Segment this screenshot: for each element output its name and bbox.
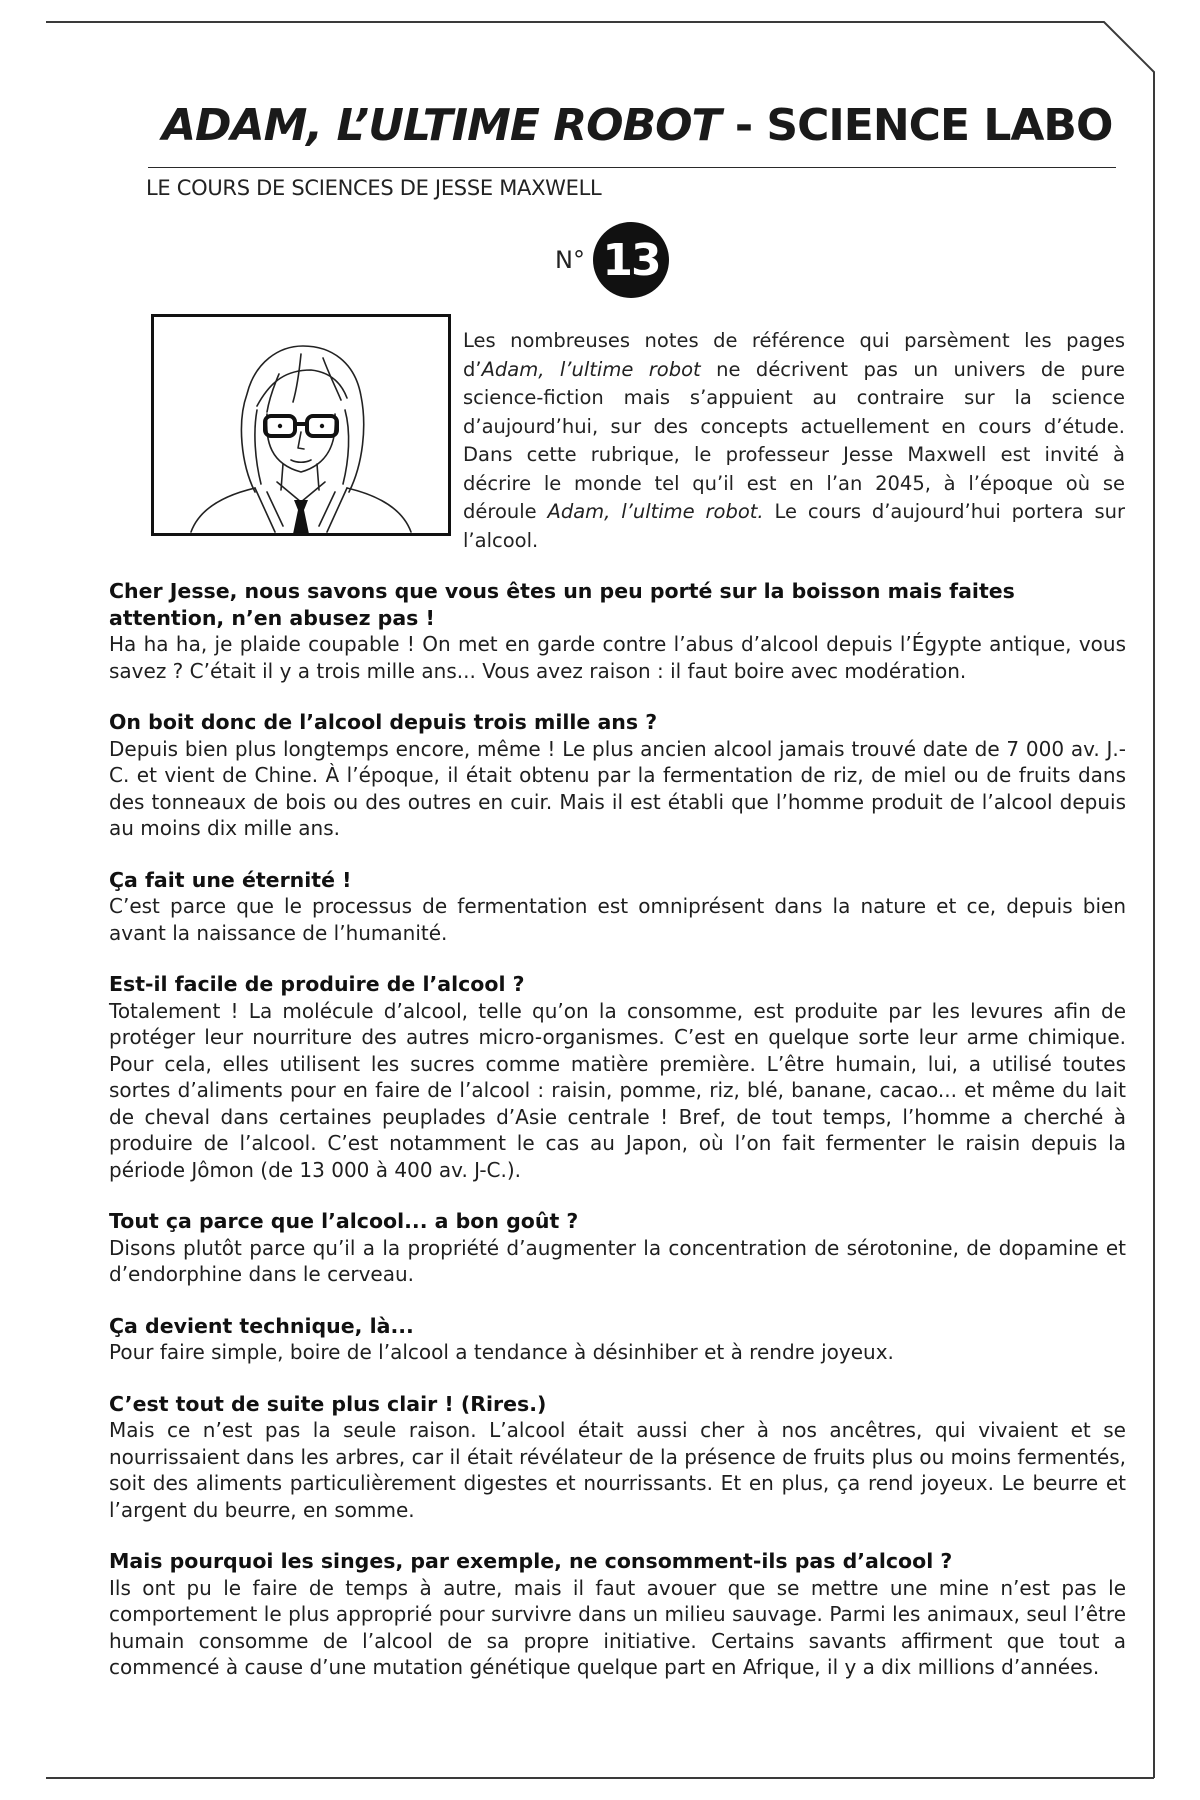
issue-number: [555, 222, 669, 298]
qa-block: [109, 1548, 1126, 1681]
question: Ça fait une éternité !: [109, 867, 352, 892]
jesse-maxwell-portrait: [151, 314, 451, 536]
intro-title-ref-2: Adam, l’ultime robot.: [547, 500, 764, 523]
question: C’est tout de suite plus clair ! (Rires.): [109, 1391, 547, 1416]
intro-paragraph: [463, 327, 1125, 555]
answer: C’est parce que le processus de fermentation est omniprésent dans la nature et ce, depuis bien avant la naissance de l’humanité.: [109, 894, 1126, 945]
qa-block: [109, 578, 1126, 684]
intro-title-ref-1: Adam, l’ultime robot: [481, 357, 701, 381]
question: Est-il facile de produire de l’alcool ?: [109, 972, 525, 996]
interview: [109, 578, 1126, 1706]
question: Ça devient technique, là...: [109, 1313, 414, 1338]
intro-text-2: ne décrivent pas un univers de pure science-fiction mais s’appuient au contraire sur la science d’aujourd’hui, sur des concepts actuellement en cours d’étude. Dans cette rubrique, le professeur Jesse Maxwell est invité à décrire le monde tel qu’il est en l’an 2045, à l’époque où se déroule: [463, 357, 1125, 523]
qa-block: [109, 1391, 1126, 1524]
answer: Ils ont pu le faire de temps à autre, mais il faut avouer que se mettre une mine n’est pas le comportement le plus approprié pour survivre dans un milieu sauvage. Parmi les animaux, seul l’être humain consomme de l’alcool de sa propre initiative. Certains savants affirment que tout a commencé à cause d’une mutation génétique quelque part en Afrique, il y a dix millions d’années.: [109, 1575, 1126, 1679]
page-title: [162, 96, 1112, 156]
intro-text-3: Le cours d’aujourd’hui portera sur l’alcool.: [463, 500, 1125, 552]
qa-block: [109, 867, 1126, 947]
page-subtitle: LE COURS DE SCIENCES DE JESSE MAXWELL: [146, 176, 602, 200]
answer: Pour faire simple, boire de l’alcool a tendance à désinhiber et à rendre joyeux.: [109, 1340, 894, 1364]
answer: Totalement ! La molécule d’alcool, telle qu’on la consomme, est produite par les levures afin de protéger leur nourriture des autres micro-organismes. C’est en quelque sorte leur arme chimique. Pour cela, elles utilisent les sucres comme matière première. L’être humain, lui, a utilisé toutes sortes d’aliments pour en faire de l’alcool : raisin, pomme, riz, blé, banane, cacao... et même du lait de cheval dans certaines peuplades d’Asie centrale ! Bref, de tout temps, l’homme a cherché à produire de l’alcool. C’est notamment le cas au Japon, où l’on fait fermenter le raisin depuis la période Jômon (de 13 000 à 400 av. J-C.).: [109, 998, 1126, 1182]
intro-text-1: Les nombreuses notes de référence qui parsèment les pages d’: [463, 329, 1125, 381]
qa-block: [109, 1208, 1126, 1288]
issue-badge: 13: [593, 222, 669, 298]
title-series: ADAM, L’ULTIME ROBOT: [162, 100, 721, 151]
qa-block: [109, 971, 1126, 1183]
answer: Disons plutôt parce qu’il a la propriété d’augmenter la concentration de sérotonine, de dopamine et d’endorphine dans le cerveau.: [109, 1235, 1126, 1286]
issue-label: N°: [555, 246, 585, 274]
question: On boit donc de l’alcool depuis trois mille ans ?: [109, 710, 658, 734]
question: Cher Jesse, nous savons que vous êtes un peu porté sur la boisson mais faites attention, n’en abusez pas !: [109, 579, 1015, 630]
question: Mais pourquoi les singes, par exemple, ne consomment-ils pas d’alcool ?: [109, 1549, 953, 1573]
title-section: - SCIENCE LABO: [720, 100, 1113, 151]
question: Tout ça parce que l’alcool... a bon goût ?: [109, 1209, 579, 1233]
answer: Mais ce n’est pas la seule raison. L’alcool était aussi cher à nos ancêtres, qui vivaient et se nourrissaient dans les arbres, car il était révélateur de la présence de fruits plus ou moins fermentés, soit des aliments particulièrement digestes et nourrissants. Et en plus, ça rend joyeux. Le beurre et l’argent du beurre, en somme.: [109, 1418, 1126, 1522]
qa-block: [109, 709, 1126, 842]
answer: Depuis bien plus longtemps encore, même ! Le plus ancien alcool jamais trouvé date de 7 000 av. J.-C. et vient de Chine. À l’époque, il était obtenu par la fermentation de riz, de miel ou de fruits dans des tonneaux de bois ou des outres en cuir. Mais il est établi que l’homme produit de l’alcool depuis au moins dix mille ans.: [109, 736, 1126, 840]
title-divider: [148, 167, 1116, 168]
qa-block: [109, 1313, 1126, 1366]
answer: Ha ha ha, je plaide coupable ! On met en garde contre l’abus d’alcool depuis l’Égypte antique, vous savez ? C’était il y a trois mille ans... Vous avez raison : il faut boire avec modération.: [109, 632, 1126, 683]
